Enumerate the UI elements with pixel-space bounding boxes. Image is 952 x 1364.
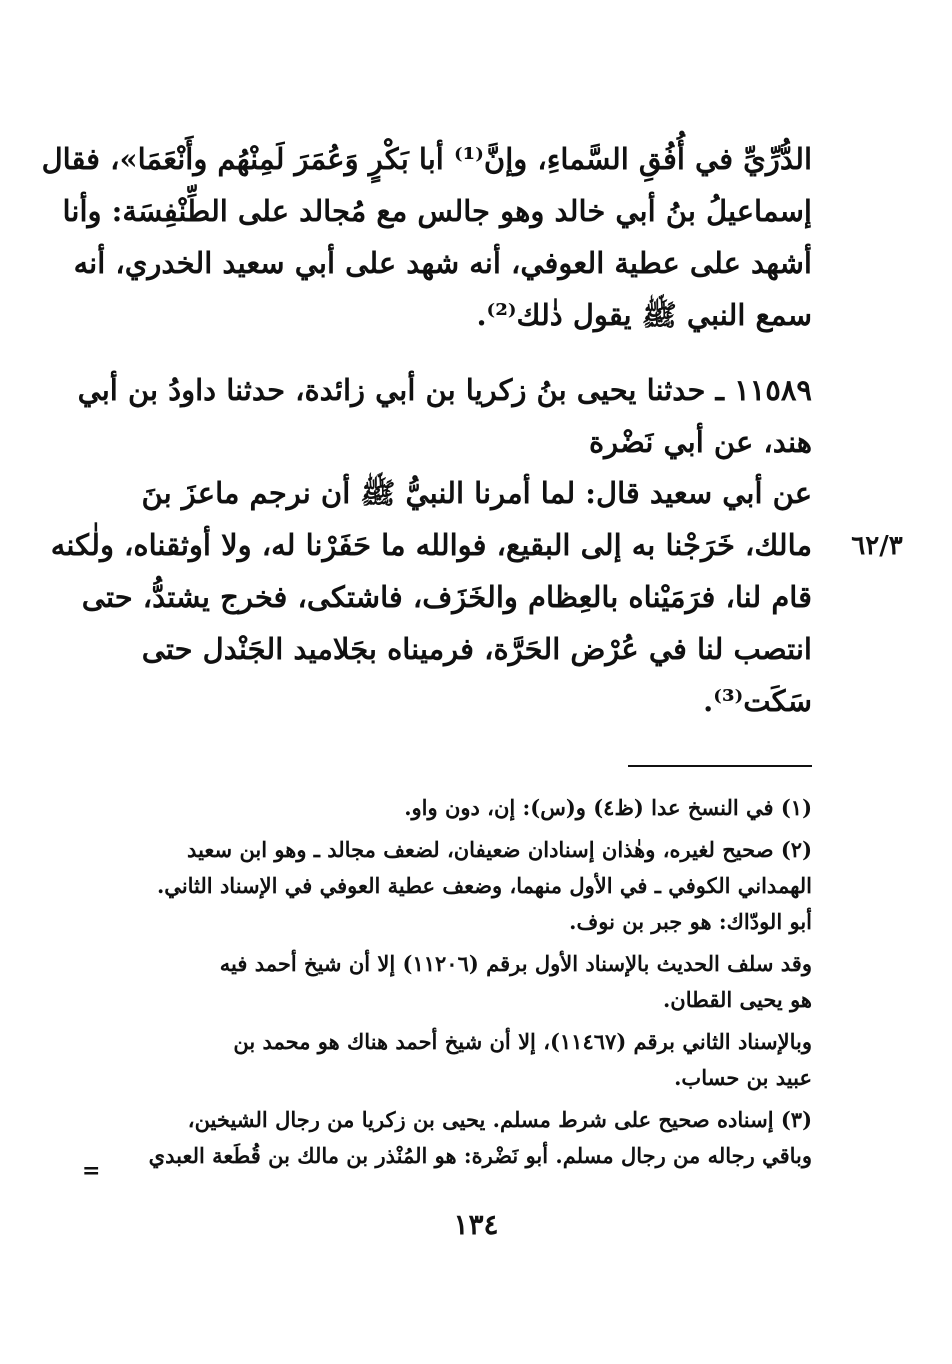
footnote-2-continued-b (112, 1024, 812, 1096)
text-line: سمع النبي ﷺ يقول ذٰلك⁽²⁾. (476, 298, 812, 332)
hadith-paragraph-1 (41, 133, 812, 341)
hadith-paragraph-2 (50, 467, 812, 727)
text-line: سَكَت⁽³⁾. (703, 684, 812, 718)
footnote-line: وباقي رجاله من رجال مسلم. أبو نَضْرة: هو المُنْذر بن مالك بن قُطَعة العبدي (148, 1143, 812, 1168)
text-line: مالك، خَرَجْنا به إلى البقيع، فوالله ما حَفَرْنا له، ولا أوثقناه، ولٰكنه (50, 528, 812, 562)
isnad-paragraph (77, 364, 812, 468)
footnotes (112, 790, 812, 1180)
text-line: ١١٥٨٩ ـ حدثنا يحيى بنُ زكريا بن أبي زائدة، حدثنا داودُ بن أبي (77, 373, 812, 407)
footnote-line: (٢) صحيح لغيره، وهٰذان إسنادان ضعيفان، لضعف مجالد ـ وهو ابن سعيد (187, 837, 812, 862)
text-line: قام لنا، فرَمَيْناه بالعِظام والخَزَف، فاشتكى، فخرج يشتدُّ، حتى (81, 580, 812, 614)
footnote-line: (١) في النسخ عدا (ظ٤) و(س): إن، دون واو. (404, 795, 812, 820)
page-number: ١٣٤ (453, 1208, 499, 1241)
footnote-2 (112, 832, 812, 940)
text-line: أشهد على عطية العوفي، أنه شهد على أبي سعيد الخدري، أنه (73, 246, 812, 280)
text-line: عن أبي سعيد قال: لما أمرنا النبيُّ ﷺ أن نرجم ماعزَ بنَ (141, 476, 812, 510)
footnote-line: أبو الودّاك: هو جبر بن نوف. (569, 909, 812, 934)
text-line: انتصب لنا في عُرْض الحَرَّة، فرميناه بجَلاميد الجَنْدل حتى (141, 632, 812, 666)
footnote-line: وقد سلف الحديث بالإسناد الأول برقم (١١٢٠٦) إلا أن شيخ أحمد فيه (219, 951, 812, 976)
footnote-line: هو يحيى القطان. (663, 987, 812, 1012)
footnote-line: وبالإسناد الثاني برقم (١١٤٦٧)، إلا أن شيخ أحمد هناك هو محمد بن (233, 1029, 812, 1054)
footnote-line: عبيد بن حساب. (674, 1065, 812, 1090)
continuation-mark: = (82, 1158, 101, 1184)
footnote-line: الهمداني الكوفي ـ في الأول منهما، وضعف عطية العوفي في الإسناد الثاني. (157, 873, 812, 898)
text-line: هند، عن أبي نَضْرة (588, 425, 812, 459)
margin-reference: ٦٢/٣ (851, 531, 903, 561)
footnote-2-continued-a (112, 946, 812, 1018)
footnote-divider (628, 765, 812, 767)
text-line: إسماعيلُ بنُ أبي خالد وهو جالس مع مُجالد على الطِّنْفِسَة: وأنا (62, 194, 812, 228)
footnote-1 (112, 790, 812, 826)
footnote-3 (112, 1102, 812, 1174)
footnote-line: (٣) إسناده صحيح على شرط مسلم. يحيى بن زكريا من رجال الشيخين، (187, 1107, 812, 1132)
text-line: الدُّرِّيِّ في أُفُقِ السَّماءِ، وإنَّ⁽¹⁾ أبا بَكْرٍ وَعُمَرَ لَمِنْهُم وأَنْعَمَا»، فقال (41, 142, 812, 176)
